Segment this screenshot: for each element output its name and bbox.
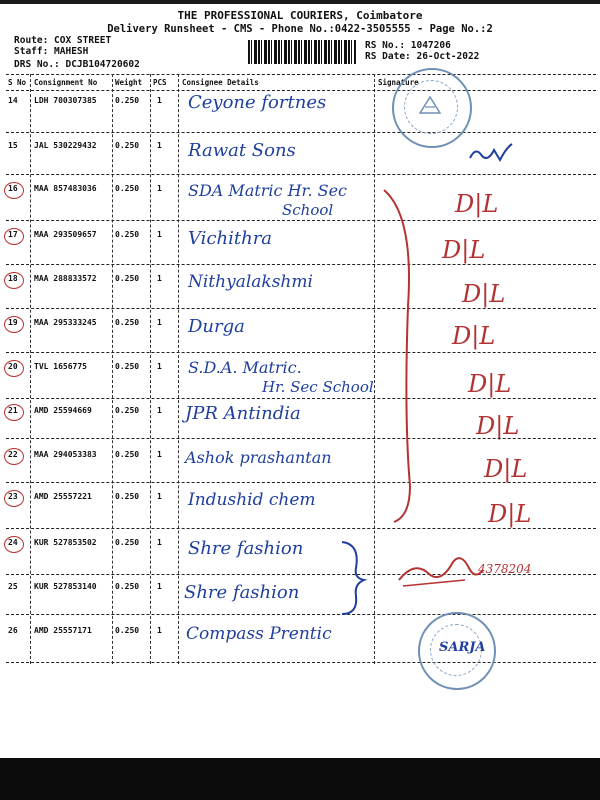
barcode	[248, 40, 356, 64]
row-consignee: Shre fashion	[184, 582, 300, 603]
company-title: THE PROFESSIONAL COURIERS, Coimbatore	[177, 9, 423, 22]
row-signature-scribble	[466, 140, 516, 166]
row-weight: 0.250	[115, 318, 140, 327]
row-pcs: 1	[157, 538, 162, 547]
sno-circle-mark	[4, 228, 24, 245]
sno-circle-mark	[4, 404, 24, 421]
row-consignee-line2: School	[282, 201, 334, 219]
drs-number: DRS No.: DCJB104720602	[14, 59, 140, 70]
red-signature-scribble	[395, 550, 485, 590]
delivered-bracket	[380, 186, 420, 526]
row-sno: 21	[8, 406, 18, 415]
row-pcs: 1	[157, 362, 162, 371]
row-pcs: 1	[157, 492, 162, 501]
row-consignee: JPR Antindia	[185, 403, 301, 424]
row-consignment: AMD 25557221	[34, 492, 92, 501]
sno-circle-mark	[4, 490, 24, 507]
col-consignee: Consignee Details	[182, 78, 259, 87]
row-consignment: KUR 527853140	[34, 582, 97, 591]
route-label: Route: COX STREET	[14, 35, 112, 46]
col-pcs: PCS	[153, 78, 167, 87]
row-consignment: TVL 1656775	[34, 362, 87, 371]
row-pcs: 1	[157, 318, 162, 327]
col-weight: Weight	[115, 78, 143, 87]
row-consignment: KUR 527853502	[34, 538, 97, 547]
rs-date: RS Date: 26-Oct-2022	[365, 51, 480, 62]
row-weight: 0.250	[115, 230, 140, 239]
row-divider	[6, 528, 596, 529]
column-divider	[150, 74, 151, 664]
row-consignee: Indushid chem	[188, 490, 316, 510]
row-signature: D|L	[484, 455, 528, 483]
row-sno: 22	[8, 450, 18, 459]
row-weight: 0.250	[115, 274, 140, 283]
row-pcs: 1	[157, 450, 162, 459]
row-pcs: 1	[157, 96, 162, 105]
row-divider	[6, 614, 596, 615]
table-top-rule	[6, 74, 596, 75]
row-consignment: MAA 293509657	[34, 230, 97, 239]
row-weight: 0.250	[115, 141, 140, 150]
row-signature: D|L	[488, 500, 532, 528]
row-sno: 18	[8, 274, 18, 283]
column-divider	[178, 74, 179, 664]
row-signature: D|L	[476, 412, 520, 440]
row-weight: 0.250	[115, 184, 140, 193]
row-consignee: Vichithra	[188, 228, 273, 249]
col-signature: Signature	[378, 78, 419, 87]
row-divider	[6, 132, 596, 133]
row-sno: 17	[8, 230, 18, 239]
row-sno: 23	[8, 492, 18, 501]
row-consignment: MAA 288833572	[34, 274, 97, 283]
column-divider	[112, 74, 113, 664]
sno-circle-mark	[4, 360, 24, 377]
row-divider	[6, 264, 596, 265]
row-consignment: AMD 25594669	[34, 406, 92, 415]
row-divider	[6, 308, 596, 309]
row-pcs: 1	[157, 626, 162, 635]
row-sno: 20	[8, 362, 18, 371]
row-divider	[6, 398, 596, 399]
row-weight: 0.250	[115, 96, 140, 105]
col-sno: S No	[8, 78, 27, 87]
row-weight: 0.250	[115, 362, 140, 371]
row-pcs: 1	[157, 274, 162, 283]
row-sno: 15	[8, 141, 18, 150]
row-divider	[6, 352, 596, 353]
row-pcs: 1	[157, 141, 162, 150]
row-weight: 0.250	[115, 406, 140, 415]
col-consignment: Consignment No	[34, 78, 98, 87]
table-bottom-rule	[6, 662, 596, 663]
row-sno: 19	[8, 318, 18, 327]
sno-circle-mark	[4, 272, 24, 289]
row-signature: D|L	[442, 236, 486, 264]
row-consignee: Rawat Sons	[188, 140, 296, 161]
row-consignment: MAA 857483036	[34, 184, 97, 193]
row-consignee: Durga	[188, 316, 245, 337]
row-weight: 0.250	[115, 492, 140, 501]
row-weight: 0.250	[115, 450, 140, 459]
row-sno: 16	[8, 184, 18, 193]
runsheet-title: Delivery Runsheet - CMS - Phone No.:0422-3505555 - Page No.:2	[107, 23, 493, 35]
row-consignee: Compass Prentic	[186, 624, 332, 644]
row-weight: 0.250	[115, 538, 140, 547]
signature-number: 4378204	[478, 562, 532, 576]
row-pcs: 1	[157, 406, 162, 415]
row-consignee: SDA Matric Hr. Sec	[188, 181, 347, 200]
row-pcs: 1	[157, 230, 162, 239]
sno-circle-mark	[4, 536, 24, 553]
rows-brace	[338, 538, 368, 618]
row-consignment: MAA 295333245	[34, 318, 97, 327]
row-consignment: LDH 700307385	[34, 96, 97, 105]
row-signature: D|L	[468, 370, 512, 398]
row-pcs: 1	[157, 582, 162, 591]
row-consignee: Shre fashion	[188, 538, 304, 559]
row-consignment: AMD 25557171	[34, 626, 92, 635]
rs-number: RS No.: 1047206	[365, 40, 451, 51]
staff-label: Staff: MAHESH	[14, 46, 89, 57]
row-signature: D|L	[455, 190, 499, 218]
scan-edge-bottom	[0, 758, 600, 800]
row-divider	[6, 438, 596, 439]
stamp-emblem-icon	[417, 93, 443, 119]
sno-circle-mark	[4, 182, 24, 199]
row-divider	[6, 482, 596, 483]
row-divider	[6, 174, 596, 175]
row-consignee: Ceyone fortnes	[188, 92, 327, 113]
sno-circle-mark	[4, 316, 24, 333]
stamp-handwritten-name: SARJA	[439, 640, 486, 655]
row-consignee: Ashok prashantan	[185, 448, 332, 467]
row-sno: 14	[8, 96, 18, 105]
row-signature: D|L	[462, 280, 506, 308]
row-consignee: Nithyalakshmi	[188, 272, 313, 292]
row-consignment: JAL 530229432	[34, 141, 97, 150]
scan-edge-top	[0, 0, 600, 4]
row-sno: 25	[8, 582, 18, 591]
row-consignee: S.D.A. Matric.	[188, 358, 302, 377]
header-bottom-rule	[6, 90, 596, 91]
row-weight: 0.250	[115, 626, 140, 635]
row-divider	[6, 220, 596, 221]
column-divider	[30, 74, 31, 664]
sno-circle-mark	[4, 448, 24, 465]
row-consignment: MAA 294053383	[34, 450, 97, 459]
row-weight: 0.250	[115, 582, 140, 591]
column-divider	[374, 74, 375, 664]
row-sno: 26	[8, 626, 18, 635]
row-sno: 24	[8, 538, 18, 547]
row-consignee-line2: Hr. Sec School	[262, 378, 374, 396]
row-pcs: 1	[157, 184, 162, 193]
row-signature: D|L	[452, 322, 496, 350]
